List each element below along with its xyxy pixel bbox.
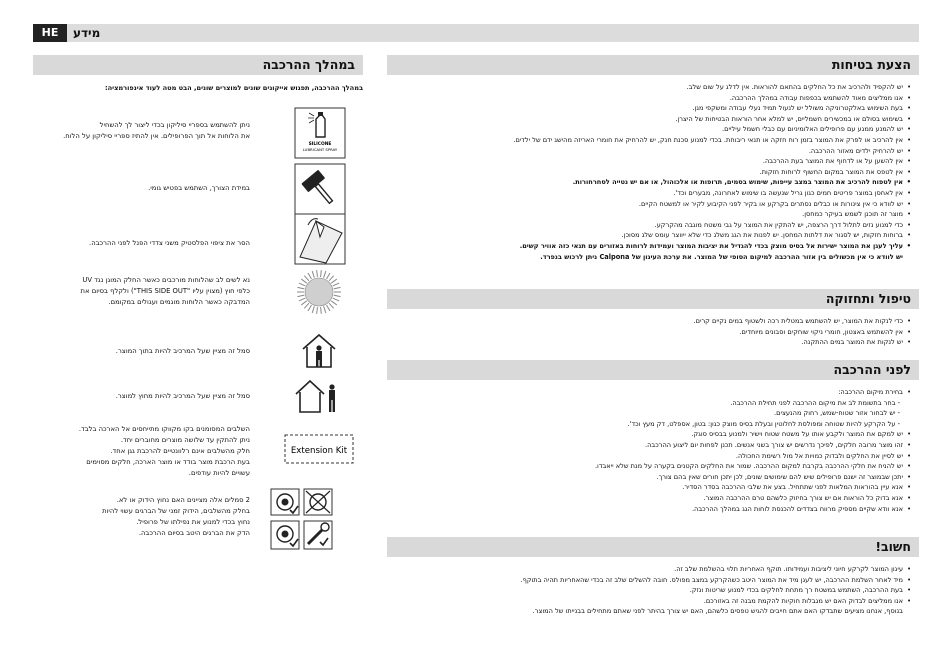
sun-ray (321, 270, 322, 277)
before-list (392, 387, 912, 514)
list-item: • כדי למנוע נזים לתלול דרך הרצפה, יש להתקין את המוצר על גבי משטח מוגבה מהקרקע. (392, 220, 912, 231)
assembly-row-screws (20, 495, 250, 539)
assembly-row-outside (20, 391, 250, 402)
list-item: • יש להקפיד ולהרכיב את כל החלקים בהתאם להוראות. אין לדלג על שום שלב. (392, 82, 912, 93)
sun-ray (317, 270, 318, 277)
list-item: • יתכן שבמוצר זה ישנם פרופילים שיש להם שימושים שונים, לכן יתכן חורים שאין בהם צורך. (392, 472, 912, 483)
sun-ray (334, 295, 341, 296)
safety-title: הצעת בטיחות (831, 57, 911, 72)
silicone-spray-icon (294, 107, 346, 159)
sun-ray (317, 307, 318, 314)
list-item: בנוסף, אנחנו מציעים שתבדקו האם אתם חייבים להגיש טפסים כלשהם, האם יש צורך בהיתר לפני שאתם מתחילים בבנייתו של המוצר. (532, 607, 903, 616)
list-item: • יש לוודא כי אין צינורות או כבלים נסתרים בקרקע או בקיר לפני הקיבוע לקיר או למשטח הקיים. (392, 199, 912, 210)
list-item: • בעת השימוש באלקטרוניקה משולל יש לנעול תמיד נעלי עבודה ומשקפי מגן. (392, 103, 912, 114)
list-item: • בעת ההרכבה, השתמש במשטח רך מתחת לחלקים בכדי למנוע שריטות ונזק. (392, 585, 912, 596)
language-tag: HE (33, 24, 67, 42)
list-item: • אין להשען על או לדחוף את המוצר בעת ההרכבה. (392, 156, 912, 167)
sun-ray (308, 273, 312, 279)
sun-ray (297, 295, 304, 296)
list-item: • אין להרכיב או לפרק את המוצר בזמן רוח חזקה או תנאי ריבוחת. בכדי למנוע סכנת חנק, יש להרחיק את חומרי האריזה מהישג ידם של ילדים. (392, 135, 912, 146)
sun-ray (327, 305, 331, 311)
assembly-text-line: עשויים להיות עודפים. (188, 469, 250, 477)
assembly-text-line: במידת הצורך, השתמש בפטיש גומי. (148, 184, 250, 192)
list-item: • יש למקם את המוצר ולקבע אותו על משטח שטוח וישיר ולמנוע בבסיס סוגק. (392, 429, 912, 440)
list-item: • בשימוש בסולם או במכשירים חשמליים, יש למלא אחר הוראות הבטיחות של היצרן. (392, 114, 912, 125)
uv-side-icon (293, 266, 345, 318)
list-item: • אין לטפס את המוצר במקום החשוף לרוחות חזקות. (392, 167, 912, 178)
screw-check-icon (270, 488, 336, 552)
sun-ray (329, 303, 334, 308)
care-title: טיפול ותחזוקה (825, 291, 911, 306)
extension-kit-label: Extension Kit (290, 446, 348, 456)
sun-ray (334, 287, 341, 288)
list-item: • אין לטפוח להרכיב את המוצר במצב עייפות, שימוש בסמים, תרופות או אלכוהול, או אם יש נטייה לסחרחורות. (392, 177, 912, 188)
care-list (392, 316, 912, 348)
sun-ray (333, 298, 339, 301)
top-bar (33, 24, 919, 42)
assembly-text-line: את הלוחות אל תוך הפרופילים. אין להתיז ספריי סיליקון על הלוח. (63, 132, 250, 140)
assembly-text-line: סמל זה מציין שעל המרכיב להיות מחוץ למוצר. (115, 392, 250, 400)
extension-kit-icon (284, 434, 354, 464)
page-title: מידע (73, 26, 101, 40)
assembly-text-line: 2 סמלים אלה מציינים האם נחוץ הידוק או לא. (116, 496, 250, 504)
sun-ray (312, 271, 314, 278)
care-section-header (387, 289, 919, 309)
sun-ray (331, 301, 337, 305)
list-item: • יש לנקות את המוצר במים ההתקנה. (392, 337, 912, 348)
assembly-text-line: נא לשים לב שהלוחות מורכבים כאשר החלק המוגן נגד UV (82, 276, 250, 284)
assembly-section-header (33, 55, 363, 75)
sun-ray (304, 276, 309, 281)
assembly-text-line: בעת הרכבת מוצר בודד או מוצר הארכה, חלקים מסוימים (86, 458, 250, 466)
sun-ray (304, 303, 309, 308)
assembly-text-line: ניתן להשתמש בספריי סיליקון בכדי ליצור לך להשחיל (99, 121, 250, 129)
sun-ray (299, 283, 305, 286)
assembly-row-mallet (20, 183, 250, 194)
sun-ray (329, 276, 334, 281)
important-section-header (387, 537, 919, 557)
assembly-text-line: ניתן להתקין עד שלושה מוצרים מחוברים יחד. (120, 436, 250, 444)
assembly-text-line: סמל זה מציין שעל המרכיב להיות בתוך המוצר. (115, 347, 250, 355)
mallet-icon (294, 163, 346, 215)
list-item: • בחירת מיקום ההרכבה: (392, 387, 912, 398)
sun-ray (299, 298, 305, 301)
list-item: יש לוודא כי אין מכשולים בין אזור ההרכבה למיקום הסופי של המוצר. את ערכת העיגון של Calpona ניתן לרכוש בנפרד. (540, 252, 903, 261)
list-item: • עליך לעגן את המוצר ישירות אל בסיס מוצק בכדי להגדיל את יציבות המוצר ועמידות לרוחות באזורים עם תנאי כזה אוויר קשים. (392, 241, 912, 252)
assembly-text-line: חלק מהשלבים אינם רלוונטיים להרכבת גגן אחד. (110, 447, 250, 455)
spray-label-line2: LUBRICANT SPRAY (302, 147, 338, 152)
list-item: • מוצר זה תוכנן לשמש בעיקר כמחסן. (392, 209, 912, 220)
person-outside-icon (294, 378, 342, 414)
list-item: - בחר בתשומת לב את מיקום ההרכבה לפני תחילת ההרכבה. (730, 398, 900, 407)
sun-ray (327, 273, 331, 279)
sun-ray (312, 306, 314, 313)
important-list (392, 564, 912, 617)
assembly-text-line: הדק את הברגים היטב בסיום ההרכבה. (138, 529, 250, 537)
peel-film-icon (294, 213, 346, 265)
sun-ray (308, 305, 312, 311)
list-item: • זהו מוצר מרובה חלקים, לפיכך נדרשים יש צורך בשני אנשים. תכנן לפחות יום ליצוע ההרכבה. (392, 440, 912, 451)
sun-ray (333, 283, 339, 286)
list-item: • ברוחות חזקות, יש לסגור את דלתות המחסן. יש לפנות את הגג משלג כדי שלא ייווצר עומס שלג מסוכן. (392, 230, 912, 241)
list-item: • אין להשתמש באצטון, חומרי ניקוי שוחקים וסבונים מיוחדים. (392, 327, 912, 338)
list-item: • אנא בדוק כל הוראות אם יש צורך בחיזוק כלשהם טרם ההרכבה המוצר. (392, 493, 912, 504)
assembly-text-line: השלבים המסומנים בקו מקווקו מתייחסים אל הארכה בלבד. (78, 425, 250, 433)
assembly-text-line: נחוץ בכדי למנוע את נפילתו של פרופיל. (136, 518, 250, 526)
safety-list (392, 82, 912, 262)
list-item: • עיגון המוצר לקרקע חיוני ליציבות ועמידותו. תוקף האחריות תלוי בהשלמת שלב זה. (392, 564, 912, 575)
sun-ray (324, 271, 326, 278)
list-item: • אנא עיין בהוראות המלאות לפני שתתחיל. בצע את שלבי ההרכבה בסדר הסדיר. (392, 482, 912, 493)
sun-ray (297, 287, 304, 288)
sun-ray (331, 279, 337, 283)
list-item: - על הקרקע להיות שטוחה ומפולסת לחלוטין ובעלת בסיס מוצק כגון: בטון, אספלט, דק מעץ וכד'. (627, 419, 900, 428)
sun-ray (321, 307, 322, 314)
assembly-row-extension (20, 424, 250, 479)
assembly-intro: במהלך ההרכבה, תפגוש אייקונים שונים למוצרים שונים, הבט מטה לעוד אינפורמציה: (105, 84, 363, 92)
sun-ray (324, 306, 326, 313)
list-item: • אנו ממליצים לבדוק האם יש מגבלות חוקיות להקמת מבנה זה באזורכם. (392, 596, 912, 607)
assembly-row-inside (20, 346, 250, 357)
assembly-title: במהלך ההרכבה (262, 57, 355, 72)
assembly-row-uv (20, 275, 250, 308)
list-item: • אין לאחסן במוצר פריטים חמים כגון גריל שנעשה בו שימוש לאחרונה, מבערים וכד'. (392, 188, 912, 199)
assembly-text-line: בחלק מהשלבים, הידוק זמני של הברגים עשוי להיות (102, 507, 250, 515)
safety-section-header (387, 55, 919, 75)
before-section-header (387, 360, 919, 380)
list-item: • יש לסיין את החלקים ולבדוק כמויות אל מול רשימת החכולה. (392, 451, 912, 462)
assembly-row-silicone (20, 120, 250, 142)
list-item: • יש להניח את חלקי ההרכבה בקרבת למקום ההרכבה. שמור את החלקים הקטנים בקערה על מנת שלא ייאבדו. (392, 461, 912, 472)
list-item: • יש להמנע ממגע עם פרופילים האלומיניום עם כבלי חשמל עיליים. (392, 124, 912, 135)
assembly-text-line: המדבקה כאשר הלוחות מוגמים ועגולים במקומם. (108, 298, 250, 306)
person-inside-icon (299, 331, 339, 371)
sun-ray (301, 301, 307, 305)
sun-ray (301, 279, 307, 283)
important-title: חשוב! (875, 539, 911, 554)
before-title: לפני ההרכבה (833, 362, 911, 377)
list-item: - יש לבחור אזור שטוח-שמש, רחוק מהנעצים. (774, 409, 900, 418)
spray-label-line1: SILICONE (308, 142, 332, 147)
list-item: • אנו ממליצים מאוד להשתמש בכפפות עבודה במהלך ההרכבה. (392, 93, 912, 104)
assembly-text-line: כלפי חוץ (מצוין עליו "THIS SIDE OUT") ולקלף בסיום את (80, 287, 250, 295)
assembly-row-peel (20, 238, 250, 249)
list-item: • מיד לאחר השלמת ההרכבה, יש לעגן מיד את המוצר היטב כשהקרקע במצב מפולס. חובה להשלים שלב זה בכדי שהאחריות תהיה בתוקף. (392, 575, 912, 586)
assembly-text-line: הסר את ציפוי הפלסטיק משני צדדי הפנל לפני ההרכבה. (89, 239, 250, 247)
list-item: • אנא וודא שקיים מספיק מרווח בצדדים להכנסת לוחות הגג במהלך ההרכבה. (392, 504, 912, 515)
list-item: • יש להרחיק ילדים מאזור ההרכבה. (392, 146, 912, 157)
list-item: • כדי לנקות את המוצר, יש להשתמש במטלית רכה ולשטוף במים נקיים קרים. (392, 316, 912, 327)
